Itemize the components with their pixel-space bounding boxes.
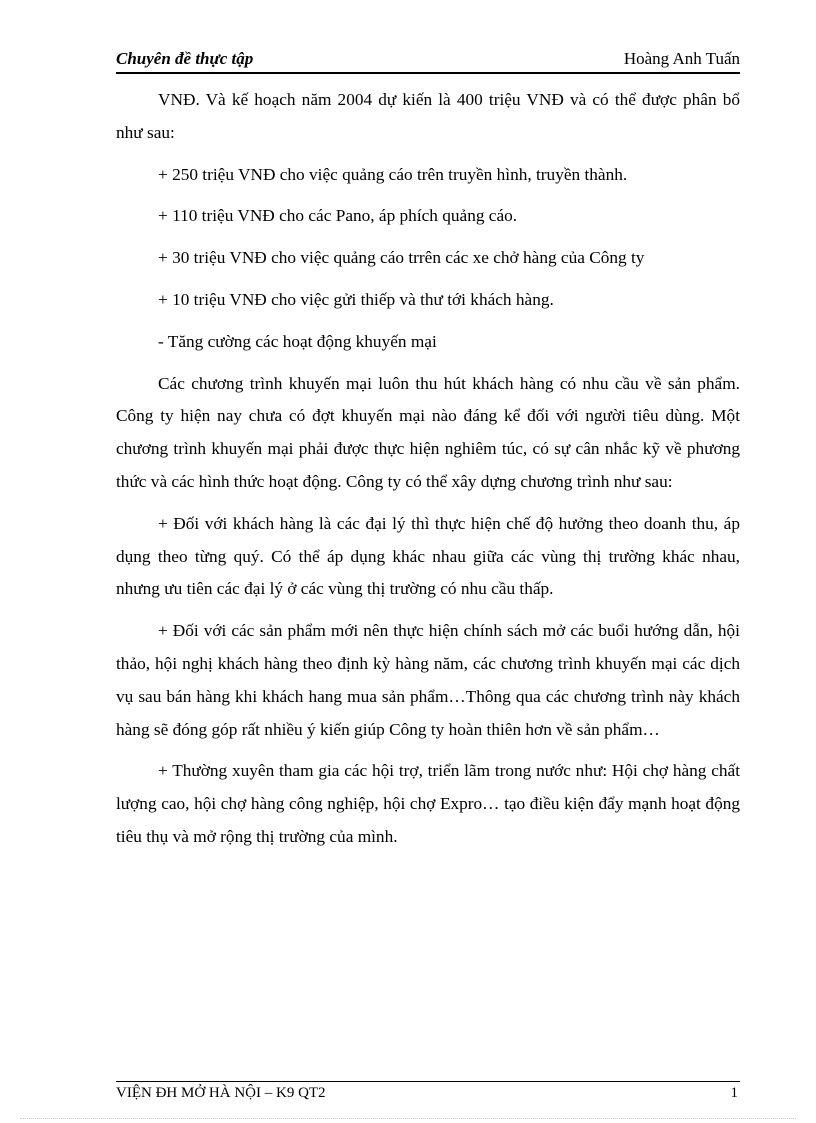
paragraph: + 10 triệu VNĐ cho việc gửi thiếp và thư tới khách hàng.: [158, 289, 554, 309]
document-title: Chuyên đề thực tập: [116, 49, 254, 68]
page-header: [116, 48, 740, 74]
paragraph: + Đối với các sản phẩm mới nên thực hiện chính sách mở các buổi hướng dẫn, hội thảo, hội nghị khách hàng theo định kỳ hàng năm, các chương trình khuyến mại các dịch vụ sau bán hàng khi khách hang mua sản phẩm…Thông qua các chương trình này khách hàng sẽ đóng góp rất nhiều ý kiến giúp Công ty hoàn thiên hơn về sản phẩm…: [116, 621, 740, 739]
page-number: 1: [730, 1085, 738, 1101]
paragraph: + 110 triệu VNĐ cho các Pano, áp phích quảng cáo.: [158, 206, 518, 226]
page-footer: [116, 1081, 740, 1106]
page-boundary: [20, 1118, 796, 1119]
paragraph: + Thường xuyên tham gia các hội trợ, triển lãm trong nước như: Hội chợ hàng chất lượng cao, hội chợ hàng công nghiệp, hội chợ Expro… tạo điều kiện đẩy mạnh hoạt động tiêu thụ và mở rộng thị trường của mình.: [116, 761, 740, 846]
paragraph: + Đối với khách hàng là các đại lý thì thực hiện chế độ hưởng theo doanh thu, áp dụng theo từng quý. Có thể áp dụng khác nhau giữa các vùng thị trường khác nhau, nhưng ưu tiên các đại lý ở các vùng thị trường có nhu cầu thấp.: [116, 513, 740, 599]
section-heading: - Tăng cường các hoạt động khuyến mại: [158, 331, 437, 351]
author-name: Hoàng Anh Tuấn: [623, 49, 740, 68]
paragraph: + 30 triệu VNĐ cho việc quảng cáo trrên các xe chở hàng của Công ty: [158, 248, 645, 268]
document-body: [116, 84, 740, 863]
paragraph: VNĐ. Và kế hoạch năm 2004 dự kiến là 400 triệu VNĐ và có thể được phân bổ như sau:: [116, 90, 740, 142]
institution-name: VIỆN ĐH MỞ HÀ NỘI – K9 QT2: [116, 1085, 326, 1101]
paragraph: Các chương trình khuyến mại luôn thu hút khách hàng có nhu cầu về sản phẩm. Công ty hiện nay chưa có đợt khuyến mại nào đáng kể đối với người tiêu dùng. Một chương trình khuyến mại phải được thực hiện nghiêm túc, có sự cân nhắc kỹ về phương thức và các hình thức hoạt động. Công ty có thể xây dựng chương trình như sau:: [116, 373, 740, 491]
paragraph: + 250 triệu VNĐ cho việc quảng cáo trên truyền hình, truyền thành.: [158, 164, 628, 184]
